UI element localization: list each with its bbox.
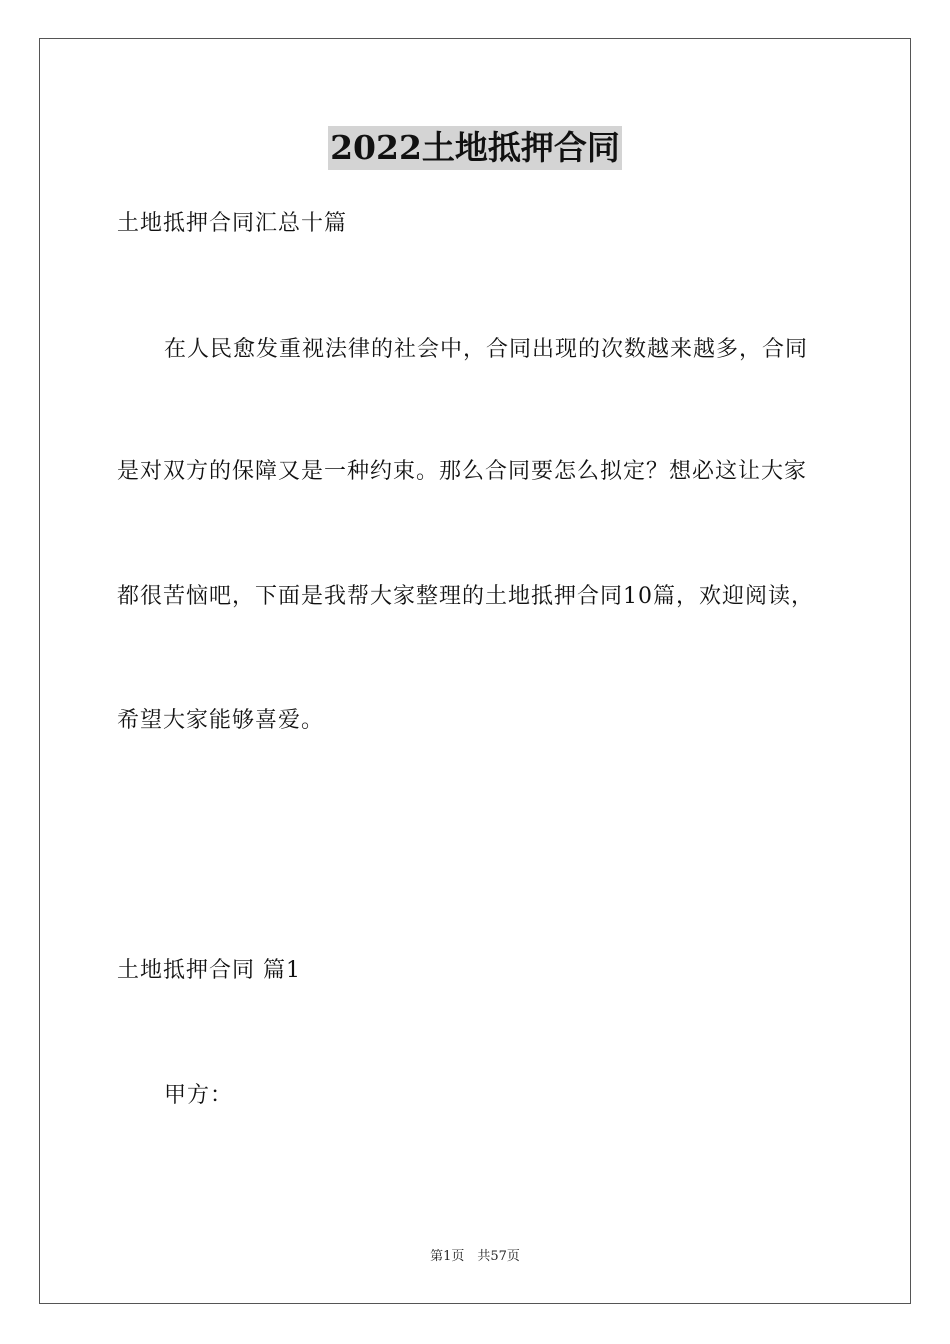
page-footer: 第1页 共57页 — [430, 1249, 520, 1264]
section-heading: 土地抵押合同 篇1 — [117, 958, 301, 983]
document-title — [0, 126, 950, 170]
document-subtitle: 土地抵押合同汇总十篇 — [117, 211, 348, 236]
intro-line-2: 是对双方的保障又是一种约束。那么合同要怎么拟定？想必这让大家 — [117, 459, 808, 484]
intro-line-1: 在人民愈发重视法律的社会中，合同出现的次数越来越多，合同 — [164, 337, 809, 362]
party-a-label: 甲方： — [164, 1083, 234, 1108]
intro-line-3: 都很苦恼吧，下面是我帮大家整理的土地抵押合同10篇，欢迎阅读， — [117, 584, 814, 609]
intro-line-4: 希望大家能够喜爱。 — [117, 708, 325, 733]
document-title-text: 2022土地抵押合同 — [328, 126, 622, 170]
